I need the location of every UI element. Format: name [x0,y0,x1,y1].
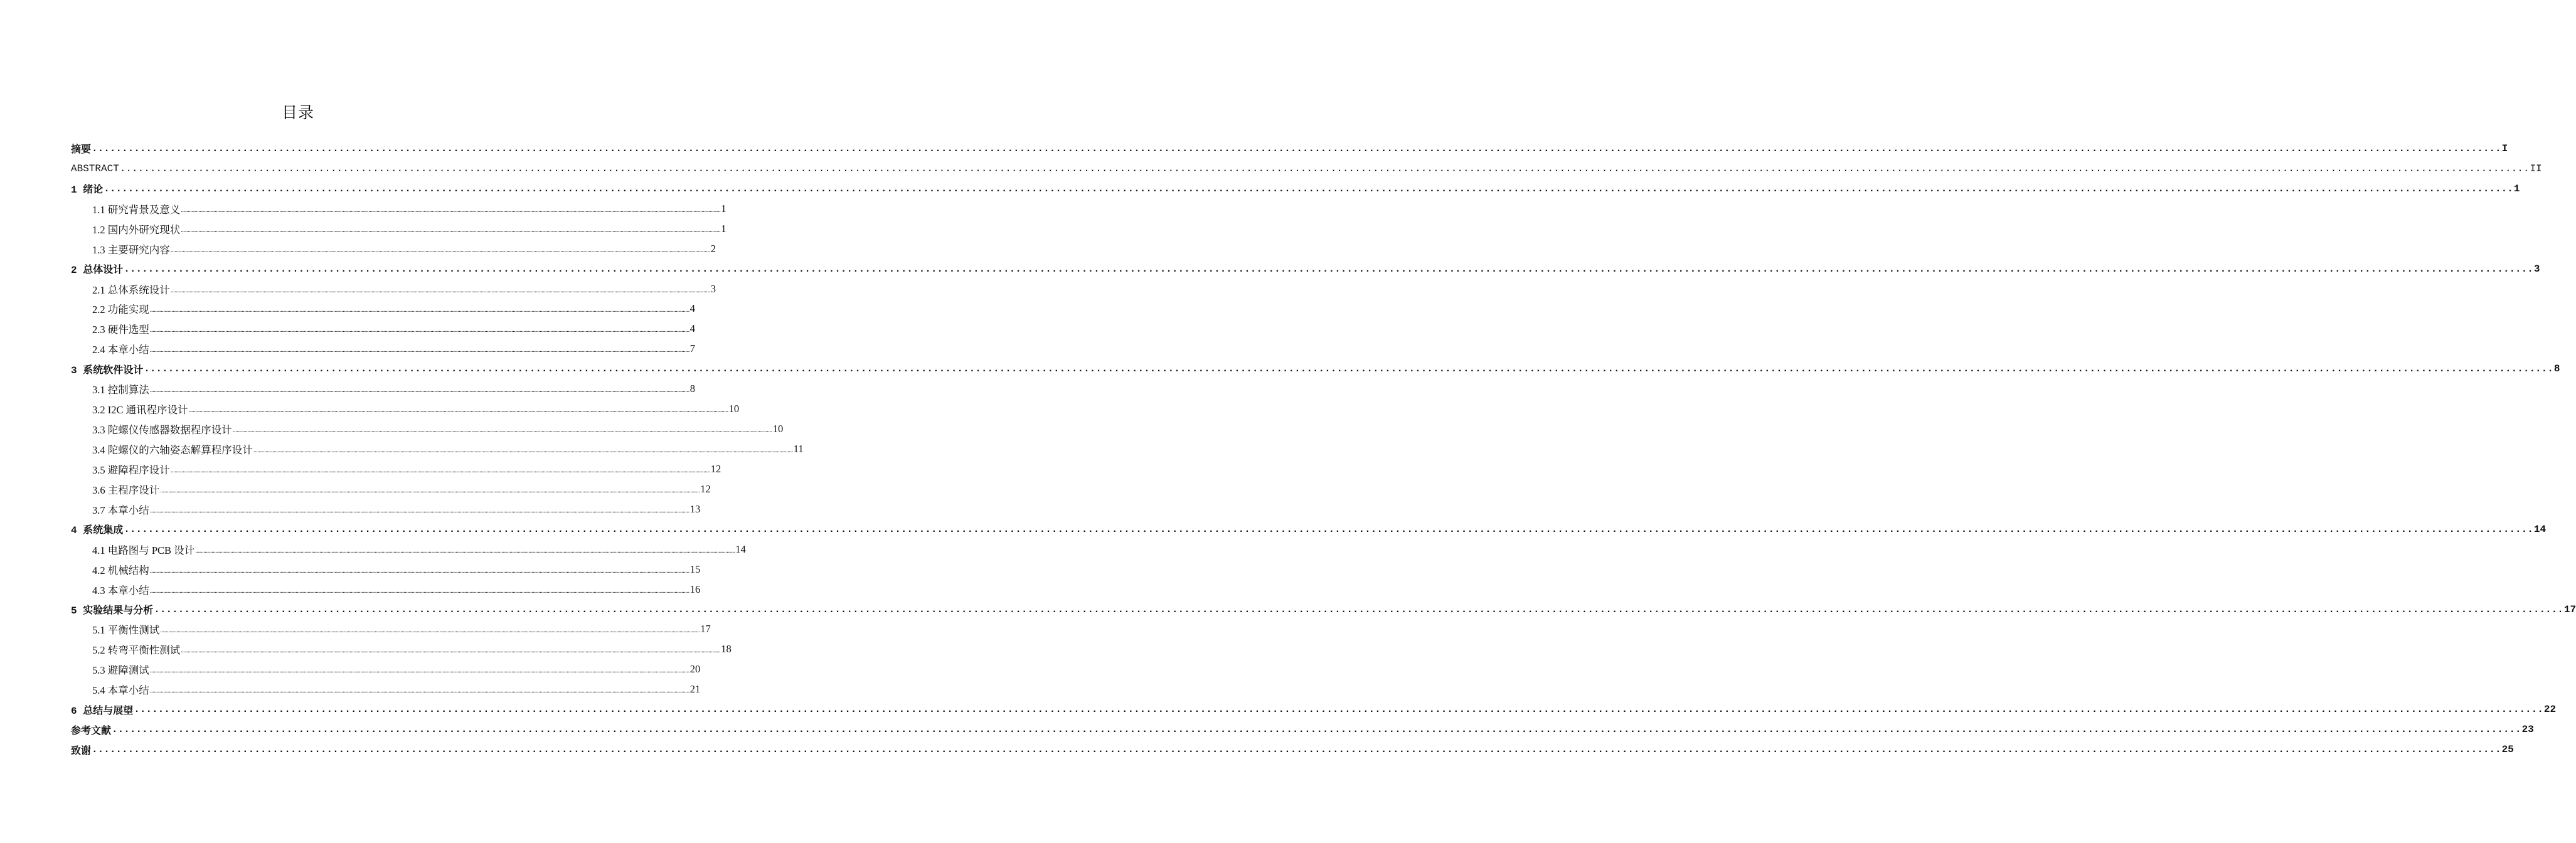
toc-dot-leader: ................................................................................................................................................................................................................................................................................................................................................................................................................ [149,386,689,395]
toc-entry-title: 3 系统软件设计 [71,364,144,376]
toc-section-entry[interactable] [71,339,696,359]
toc-dot-leader: ................................................................................................................................................................................................................................................................................................................................................................................................................ [92,744,2501,756]
toc-page-number: 4 [689,302,696,315]
toc-page-number: 10 [728,403,740,415]
toc-dot-leader: ................................................................................................................................................................................................................................................................................................................................................................................................................ [160,486,700,494]
toc-section-entry[interactable] [71,439,804,459]
toc-chapter-entry[interactable] [71,699,2557,719]
toc-dot-leader: ................................................................................................................................................................................................................................................................................................................................................................................................................ [149,586,689,595]
toc-page-number: 16 [689,583,701,595]
toc-chapter-entry[interactable] [71,139,2508,159]
toc-dot-leader: ................................................................................................................................................................................................................................................................................................................................................................................................................ [144,363,2553,375]
toc-page-number: 23 [2521,724,2534,736]
toc-dot-leader: ................................................................................................................................................................................................................................................................................................................................................................................................................ [149,687,689,695]
toc-chapter-entry[interactable] [71,740,2514,760]
toc-dot-leader: ................................................................................................................................................................................................................................................................................................................................................................................................................ [149,306,689,314]
toc-page-number: 1 [721,222,726,235]
toc-entry-title: 1.2 国内外研究现状 [92,223,181,236]
toc-dot-leader: ................................................................................................................................................................................................................................................................................................................................................................................................................ [170,466,710,474]
toc-dot-leader: ................................................................................................................................................................................................................................................................................................................................................................................................................ [232,427,772,435]
toc-entry-title: 3.4 陀螺仪的六轴姿态解算程序设计 [92,444,253,457]
toc-chapter-entry[interactable] [71,179,2520,199]
toc-section-entry[interactable] [71,379,696,399]
toc-dot-leader: ................................................................................................................................................................................................................................................................................................................................................................................................................ [160,627,700,635]
toc-page-number: 3 [2533,263,2540,275]
toc-section-entry[interactable] [71,319,696,339]
toc-dot-leader: ................................................................................................................................................................................................................................................................................................................................................................................................................ [149,326,689,334]
toc-section-entry[interactable] [71,239,716,259]
toc-entry-title: 3.2 I2C 通讯程序设计 [92,404,188,416]
toc-dot-leader: ................................................................................................................................................................................................................................................................................................................................................................................................................ [149,566,689,575]
toc-dot-leader: ................................................................................................................................................................................................................................................................................................................................................................................................................ [188,406,728,415]
toc-dot-leader: ................................................................................................................................................................................................................................................................................................................................................................................................................ [195,546,735,554]
toc-entry-title: 5.2 转弯平衡性测试 [92,644,181,657]
toc-page-number: I [2501,142,2508,154]
toc-section-entry[interactable] [71,539,746,559]
toc-section-entry[interactable] [71,419,784,439]
toc-entry-title: 摘要 [71,144,92,156]
toc-section-entry[interactable] [71,219,726,239]
toc-entry-title: 5.1 平衡性测试 [92,624,160,637]
toc-section-entry[interactable] [71,620,711,640]
toc-section-entry[interactable] [71,580,701,600]
toc-entry-title: 参考文献 [71,725,112,737]
toc-section-entry[interactable] [71,499,701,519]
toc-dot-leader: ................................................................................................................................................................................................................................................................................................................................................................................................................ [92,142,2501,154]
toc-section-entry[interactable] [71,659,701,679]
toc-entry-title: 4.3 本章小结 [92,584,149,596]
toc-dot-leader: ................................................................................................................................................................................................................................................................................................................................................................................................................ [149,667,689,675]
toc-dot-leader: ................................................................................................................................................................................................................................................................................................................................................................................................................ [124,263,2533,275]
toc-section-entry[interactable] [71,559,701,580]
toc-chapter-entry[interactable] [71,719,2534,740]
toc-entry-title: 3.6 主程序设计 [92,484,160,496]
toc-page-number: 22 [2543,704,2557,716]
toc-page-number: 25 [2501,744,2514,756]
toc-dot-leader: ................................................................................................................................................................................................................................................................................................................................................................................................................ [181,647,721,655]
toc-page-number: 21 [689,683,701,696]
page-title: 目录 [281,103,314,122]
toc-chapter-entry[interactable] [71,159,2542,179]
toc-dot-leader: ................................................................................................................................................................................................................................................................................................................................................................................................................ [170,246,710,254]
toc-page-number: 1 [2513,183,2520,194]
toc-entry-title: 1.3 主要研究内容 [92,243,170,256]
toc-entry-title: 5.3 避障测试 [92,664,149,677]
toc-section-entry[interactable] [71,279,716,299]
toc-section-entry[interactable] [71,299,696,319]
toc-dot-leader: ................................................................................................................................................................................................................................................................................................................................................................................................................ [119,162,2530,174]
toc-section-entry[interactable] [71,679,701,699]
toc-entry-title: 3.1 控制算法 [92,384,149,396]
toc-page-number: 14 [2533,523,2547,535]
toc-entry-title: 3.3 陀螺仪传感器数据程序设计 [92,424,232,437]
toc-page-number: 1 [721,202,726,215]
toc-entry-title: 4.1 电路图与 PCB 设计 [92,544,195,556]
toc-page-number: 4 [689,322,696,335]
toc-entry-title: 2.3 硬件选型 [92,324,149,336]
toc-entry-title: 3.7 本章小结 [92,504,149,516]
toc-dot-leader: ................................................................................................................................................................................................................................................................................................................................................................................................................ [104,183,2513,194]
toc-dot-leader: ................................................................................................................................................................................................................................................................................................................................................................................................................ [181,206,721,214]
toc-dot-leader: ................................................................................................................................................................................................................................................................................................................................................................................................................ [112,724,2521,736]
toc-page-number: II [2530,162,2542,174]
table-of-contents [71,139,2576,760]
toc-dot-leader: ................................................................................................................................................................................................................................................................................................................................................................................................................ [134,704,2543,716]
toc-entry-title: 致谢 [71,745,92,757]
toc-entry-title: 2.4 本章小结 [92,344,149,356]
toc-entry-title: 1.1 研究背景及意义 [92,203,181,216]
toc-dot-leader: ................................................................................................................................................................................................................................................................................................................................................................................................................ [181,226,721,234]
toc-page-number: 8 [689,383,696,395]
toc-section-entry[interactable] [71,199,726,219]
toc-entry-title: 5 实验结果与分析 [71,605,154,617]
toc-chapter-entry[interactable] [71,600,2576,620]
toc-chapter-entry[interactable] [71,259,2540,279]
toc-page-number: 2 [710,242,716,255]
toc-entry-title: 2 总体设计 [71,265,124,277]
toc-entry-title: 5.4 本章小结 [92,684,149,697]
toc-dot-leader: ................................................................................................................................................................................................................................................................................................................................................................................................................ [149,506,689,514]
toc-entry-title: 4.2 机械结构 [92,564,149,576]
toc-entry-title: 3.5 避障程序设计 [92,464,170,476]
toc-entry-title: 6 总结与展望 [71,705,134,717]
toc-dot-leader: ................................................................................................................................................................................................................................................................................................................................................................................................................ [124,523,2533,535]
toc-page-number: 17 [700,623,711,635]
toc-page-number: 14 [735,543,746,555]
toc-page-number: 17 [2563,603,2576,615]
toc-page-number: 12 [710,462,721,475]
toc-section-entry[interactable] [71,479,711,499]
toc-page-number: 13 [689,502,701,515]
toc-section-entry[interactable] [71,459,721,479]
toc-page-number: 3 [710,282,716,295]
toc-page-number: 20 [689,663,701,676]
toc-section-entry[interactable] [71,399,740,419]
toc-page-number: 11 [793,443,804,455]
toc-dot-leader: ................................................................................................................................................................................................................................................................................................................................................................................................................ [253,447,793,455]
toc-entry-title: 4 系统集成 [71,525,124,537]
toc-section-entry[interactable] [71,639,732,659]
toc-entry-title: 2.2 功能实现 [92,304,149,316]
toc-page-number: 8 [2553,363,2560,375]
toc-chapter-entry[interactable] [71,359,2560,379]
toc-entry-title: 2.1 总体系统设计 [92,284,170,296]
toc-page-number: 12 [700,482,711,495]
toc-page-number: 7 [689,342,696,355]
toc-entry-title: ABSTRACT [71,162,119,174]
toc-page-number: 18 [721,643,732,655]
toc-page-number: 10 [772,423,784,435]
toc-chapter-entry[interactable] [71,519,2547,539]
toc-entry-title: 1 绪论 [71,184,104,196]
toc-page-number: 15 [689,563,701,575]
toc-dot-leader: ................................................................................................................................................................................................................................................................................................................................................................................................................ [154,603,2563,615]
toc-dot-leader: ................................................................................................................................................................................................................................................................................................................................................................................................................ [170,286,710,294]
toc-dot-leader: ................................................................................................................................................................................................................................................................................................................................................................................................................ [149,346,689,354]
